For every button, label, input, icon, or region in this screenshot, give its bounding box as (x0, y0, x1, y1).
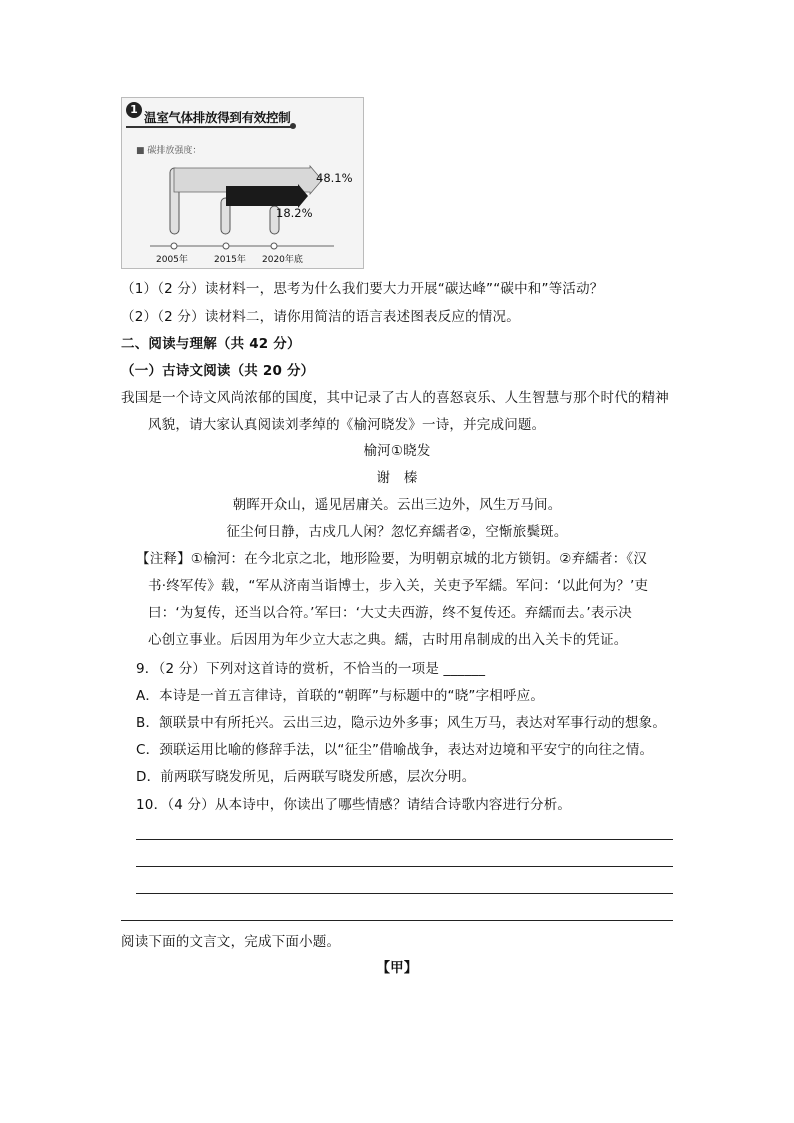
q9-option-b: B．颔联景中有所托兴。云出三边，隐示边外多事；风生万马，表达对军事行动的想象。 (136, 715, 667, 731)
question-1: （1）（2 分）读材料一，思考为什么我们要大力开展“碳达峰”“碳中和”等活动？ (121, 281, 604, 297)
poem-line-1: 朝晖开众山，遥见居庸关。云出三边外，风生万马间。 (232, 497, 562, 513)
poem-author: 谢 榛 (376, 470, 418, 486)
poem-title: 榆河①晓发 (363, 443, 431, 459)
figure-title: 温室气体排放得到有效控制 (144, 110, 291, 125)
answer-line-1[interactable] (136, 839, 673, 840)
note-line-3: 曰：‘为复传，还当以合符。’军曰：‘大丈夫西游，终不复传还。弃繻而去。’表示决 (148, 605, 632, 621)
x-label-2005: 2005年 (156, 255, 188, 265)
classical-intro: 阅读下面的文言文，完成下面小题。 (121, 934, 341, 950)
value-label-1: 48.1% (316, 171, 353, 185)
answer-line-2[interactable] (136, 866, 673, 867)
q9-option-a: A．本诗是一首五言律诗，首联的“朝晖”与标题中的“晓”字相呼应。 (136, 688, 545, 704)
subsection-title: （一）古诗文阅读（共 20 分） (121, 363, 315, 379)
value-label-2: 18.2% (276, 206, 313, 220)
x-marker-2020 (271, 243, 277, 249)
x-marker-2005 (171, 243, 177, 249)
answer-line-4[interactable] (121, 920, 673, 921)
intro-line-1: 我国是一个诗文风尚浓郁的国度，其中记录了古人的喜怒哀乐、人生智慧与那个时代的精神 (121, 390, 669, 406)
q9-stem: 9．（2 分）下列对这首诗的赏析，不恰当的一项是 ______ (136, 661, 486, 677)
reduction-arrow-2 (226, 184, 308, 208)
poem-line-2: 征尘何日静，古戍几人闲？忽忆弃繻者②，空惭旅鬓斑。 (226, 524, 568, 540)
note-line-1: 【注释】①榆河：在今北京之北，地形险要，为明朝京城的北方锁钥。②弃繻者：《汉 (136, 551, 648, 567)
q9-option-c: C．颈联运用比喻的修辞手法，以“征尘”借喻战争，表达对边境和平安宁的向往之情。 (136, 742, 654, 758)
chart-figure (121, 97, 364, 269)
q10-stem: 10．（4 分）从本诗中，你读出了哪些情感？请结合诗歌内容进行分析。 (136, 797, 572, 813)
x-marker-2015 (223, 243, 229, 249)
figure-number-badge: 1 (126, 102, 142, 118)
figure-subtitle: ■ 碳排放强度： (136, 146, 202, 156)
note-line-4: 心创立事业。后因用为年少立大志之典。繻，古时用帛制成的出入关卡的凭证。 (148, 632, 628, 648)
section-title: 二、阅读与理解（共 42 分） (121, 336, 301, 352)
x-label-2015: 2015年 (214, 255, 246, 265)
answer-line-3[interactable] (136, 893, 673, 894)
note-line-2: 书·终军传》载，“军从济南当诣博士，步入关，关吏予军繻。军问：‘以此何为？’吏 (148, 578, 649, 594)
q9-option-d: D．前两联写晓发所见，后两联写晓发所感，层次分明。 (136, 769, 476, 785)
jia-label: 【甲】 (376, 960, 418, 976)
x-label-2020: 2020年底 (262, 255, 303, 265)
intro-line-2: 风貌，请大家认真阅读刘孝绰的《榆河晓发》一诗，并完成问题。 (148, 417, 546, 433)
question-2: （2）（2 分）读材料二，请你用简洁的语言表述图表反应的情况。 (121, 309, 520, 325)
